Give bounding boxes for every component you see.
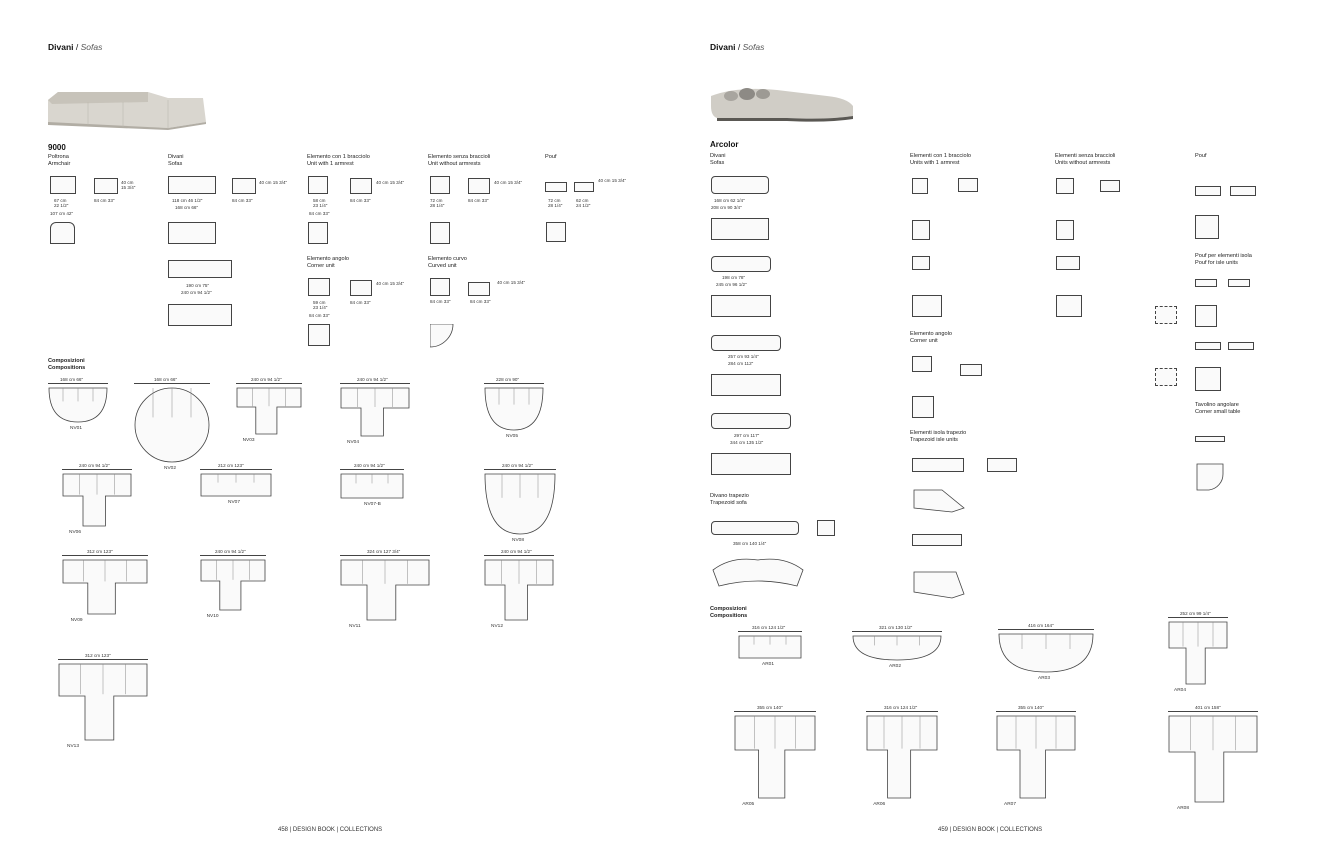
pouf-plan-icon bbox=[1195, 215, 1219, 239]
compositions-heading: Composizioni Compositions bbox=[48, 358, 86, 371]
dimension-line bbox=[62, 555, 148, 556]
dimension-line bbox=[340, 555, 430, 556]
sofa-front-icon bbox=[711, 413, 791, 429]
composition-code: NV12 bbox=[491, 624, 503, 629]
dim-width: 67 cm 22 1/2" bbox=[54, 198, 69, 209]
col-sofas: Divani Sofas bbox=[710, 153, 726, 166]
right-page-header: Divani / Sofas bbox=[710, 42, 765, 52]
pouf-isle-side-icon bbox=[1228, 342, 1254, 350]
dim-depth: 84 cm 33" bbox=[94, 198, 115, 203]
composition-width: 252 cm 99 1/4" bbox=[1180, 611, 1211, 616]
table-plan-icon bbox=[1195, 462, 1225, 492]
table-front-icon bbox=[1195, 436, 1225, 442]
col-pouf-isle: Pouf per elementi isola Pouf for isle units bbox=[1195, 253, 1252, 266]
composition-width: 401 cm 158" bbox=[1195, 705, 1221, 710]
composition-code: NV10 bbox=[206, 614, 219, 619]
dim-width: 198 cm 78" bbox=[722, 275, 746, 280]
composition-code: AR05 bbox=[742, 802, 755, 807]
dimension-line bbox=[1168, 711, 1258, 712]
dimension-line bbox=[200, 555, 266, 556]
sofa-plan-icon bbox=[711, 453, 791, 475]
composition-width: 240 cm 94 1/2" bbox=[215, 549, 246, 554]
pouf-side-icon bbox=[574, 182, 594, 192]
composition-width: 168 cm 66" bbox=[154, 377, 178, 382]
composition-width: 316 cm 124 1/2" bbox=[752, 625, 786, 630]
pouf-isle-front-icon bbox=[1195, 342, 1221, 350]
composition-width: 240 cm 94 1/2" bbox=[251, 377, 282, 382]
pouf-plan-icon bbox=[546, 222, 566, 242]
header-italic: Sofas bbox=[80, 42, 103, 52]
composition-code: NV03 bbox=[242, 438, 255, 443]
composition-plan-icon bbox=[484, 387, 544, 431]
composition-width: 212 cm 123" bbox=[218, 463, 244, 468]
composition-plan-icon bbox=[734, 715, 816, 799]
composition-plan-icon bbox=[866, 715, 938, 799]
composition-plan-icon bbox=[738, 635, 802, 659]
composition-width: 355 cm 140" bbox=[757, 705, 783, 710]
composition-width: 316 cm 124 1/2" bbox=[884, 705, 918, 710]
dimension-line bbox=[48, 383, 108, 384]
unit-noarm-plan-icon bbox=[1056, 295, 1082, 317]
composition-width: 312 cm 123" bbox=[85, 653, 111, 658]
dimension-line bbox=[998, 629, 1094, 630]
dimension-line bbox=[236, 383, 302, 384]
unit-side-icon bbox=[350, 178, 372, 194]
col-pouf: Pouf bbox=[1195, 153, 1207, 159]
corner-side-icon bbox=[960, 364, 982, 376]
composition-width: 240 cm 94 1/2" bbox=[79, 463, 110, 468]
dim-width: 72 cm 28 1/4" bbox=[548, 198, 563, 209]
dimension-line bbox=[738, 631, 802, 632]
composition-code: AR04 bbox=[1174, 688, 1186, 693]
col-unit-1-arm: Elemento con 1 bracciolo Unit with 1 armrest bbox=[307, 154, 370, 167]
pouf-front-icon bbox=[545, 182, 567, 192]
composition-code: NV07 bbox=[228, 500, 240, 505]
isle-side-icon bbox=[987, 458, 1017, 472]
dimension-line bbox=[340, 469, 404, 470]
corner-plan-icon bbox=[912, 396, 934, 418]
compositions-heading: Composizioni Compositions bbox=[710, 606, 748, 619]
sofa-large-front-icon bbox=[168, 260, 232, 278]
dimension-line bbox=[484, 555, 554, 556]
sofa-plan-icon bbox=[168, 222, 216, 244]
pouf-side-icon bbox=[1230, 186, 1256, 196]
dim-height: 40 cm 15 3/4" bbox=[494, 180, 523, 185]
isle-plan-icon bbox=[912, 570, 966, 600]
composition-code: AR01 bbox=[762, 662, 774, 667]
composition-code: AR08 bbox=[1177, 806, 1189, 811]
composition-code: AR07 bbox=[1004, 802, 1016, 807]
unit-side-icon bbox=[958, 178, 978, 192]
unit-noarm-front-icon bbox=[1056, 178, 1074, 194]
dimension-line bbox=[58, 659, 148, 660]
unit-noarm-front-icon bbox=[430, 176, 450, 194]
col-sofas: Divani Sofas bbox=[168, 154, 184, 167]
dim-height: 40 cm 15 3/4" bbox=[259, 180, 288, 185]
trapezoid-sofa-plan-icon bbox=[711, 556, 805, 590]
col-armchair: Poltrona Armchair bbox=[48, 154, 71, 167]
dim-width: 297 cm 117" bbox=[734, 433, 760, 438]
unit-plan-icon bbox=[912, 295, 942, 317]
composition-code: NV05 bbox=[506, 434, 518, 439]
dim-width: 284 cm 112" bbox=[728, 361, 754, 366]
sofa-plan-icon bbox=[711, 218, 769, 240]
col-units-no-arm: Elementi senza braccioli Units without armrests bbox=[1055, 153, 1116, 166]
isle-unit-dashed-icon bbox=[1155, 306, 1177, 324]
dimension-line bbox=[734, 711, 816, 712]
dim-height: 40 cm 15 3/4" bbox=[598, 178, 627, 183]
dim-depth: 84 cm 33" bbox=[309, 313, 330, 318]
corner-plan-icon bbox=[308, 324, 330, 346]
col-trapezoid-isle: Elementi isola trapezio Trapezoid isle units bbox=[910, 430, 967, 443]
header-bold: Divani bbox=[48, 42, 74, 52]
sofa-front-icon bbox=[168, 176, 216, 194]
sofa-plan-icon bbox=[711, 295, 771, 317]
composition-code: NV06 bbox=[69, 530, 81, 535]
product-name: Arcolor bbox=[710, 140, 739, 149]
composition-code: NV04 bbox=[347, 440, 359, 445]
composition-plan-icon bbox=[996, 715, 1076, 799]
col-pouf: Pouf bbox=[545, 154, 557, 160]
sofa-front-icon bbox=[711, 256, 771, 272]
composition-plan-icon bbox=[62, 559, 148, 615]
dim-width: 118 cm 46 1/2" bbox=[172, 198, 203, 203]
dimension-line bbox=[62, 469, 132, 470]
unit-noarm-side-icon bbox=[1100, 180, 1120, 192]
dim-width: 58 cm 23 1/4" bbox=[313, 198, 328, 209]
composition-code: NV07-B bbox=[364, 502, 381, 507]
dim-height: 40 cm 15 3/4" bbox=[376, 281, 405, 286]
curved-plan-icon bbox=[430, 324, 454, 348]
trapezoid-sofa-front-icon bbox=[711, 521, 799, 535]
dim-depth: 84 cm 33" bbox=[309, 211, 330, 216]
dimension-line bbox=[996, 711, 1076, 712]
unit-noarm-plan-icon bbox=[1056, 220, 1074, 240]
page-footer: 459 | DESIGN BOOK | COLLECTIONS bbox=[938, 827, 1043, 833]
dimension-line bbox=[484, 469, 556, 470]
dimension-line bbox=[1168, 617, 1228, 618]
pouf-front-icon bbox=[1195, 186, 1221, 196]
composition-plan-icon bbox=[484, 473, 556, 535]
composition-width: 168 cm 66" bbox=[60, 377, 84, 382]
sofa-front-icon bbox=[711, 335, 781, 351]
dim-depth: 62 cm 24 1/2" bbox=[576, 198, 591, 209]
sofa-plan-icon bbox=[711, 374, 781, 396]
composition-plan-icon bbox=[134, 387, 210, 463]
curved-side-icon bbox=[468, 282, 490, 296]
header-italic: Sofas bbox=[742, 42, 765, 52]
dim-width: 257 cm 93 1/4" bbox=[728, 354, 759, 359]
composition-plan-icon bbox=[340, 559, 430, 621]
composition-width: 240 cm 94 1/2" bbox=[357, 377, 388, 382]
col-trapezoid-sofa: Divano trapezio Trapezoid sofa bbox=[710, 493, 749, 506]
composition-plan-icon bbox=[340, 387, 410, 437]
page-footer: 458 | DESIGN BOOK | COLLECTIONS bbox=[278, 827, 383, 833]
composition-width: 355 cm 140" bbox=[1018, 705, 1044, 710]
dim-width: 72 cm 28 1/4" bbox=[430, 198, 445, 209]
composition-width: 240 cm 94 1/2" bbox=[501, 549, 532, 554]
dim-height: 40 cm 15 3/4" bbox=[376, 180, 405, 185]
isle-front-icon bbox=[912, 458, 964, 472]
unit-noarm-front-icon bbox=[1056, 256, 1080, 270]
unit-plan-icon bbox=[912, 220, 930, 240]
composition-code: AR06 bbox=[873, 802, 886, 807]
dim-width: 245 cm 96 1/2" bbox=[716, 282, 747, 287]
composition-width: 416 cm 164" bbox=[1028, 623, 1054, 628]
unit-front-icon bbox=[308, 176, 328, 194]
composition-plan-icon bbox=[236, 387, 302, 435]
dim-depth: 84 cm 33" bbox=[350, 198, 371, 203]
isle-front-icon bbox=[912, 534, 962, 546]
composition-code: NV13 bbox=[67, 744, 79, 749]
composition-code: AR02 bbox=[889, 664, 901, 669]
composition-plan-icon bbox=[200, 473, 272, 497]
composition-code: AR03 bbox=[1038, 676, 1050, 681]
composition-width: 312 cm 123" bbox=[87, 549, 113, 554]
composition-code: NV09 bbox=[70, 618, 83, 623]
composition-width: 240 cm 94 1/2" bbox=[502, 463, 533, 468]
pouf-isle-side-icon bbox=[1228, 279, 1250, 287]
dimension-line bbox=[866, 711, 938, 712]
product-name: 9000 bbox=[48, 143, 66, 152]
corner-front-icon bbox=[912, 356, 932, 372]
col-corner-table: Tavolino angolare Corner small table bbox=[1195, 402, 1241, 415]
dim-width: 240 cm 94 1/2" bbox=[181, 290, 212, 295]
dim-width: 168 cm 62 1/4" bbox=[714, 198, 745, 203]
unit-front-icon bbox=[912, 178, 928, 194]
unit-plan-icon bbox=[308, 222, 328, 244]
composition-plan-icon bbox=[1168, 621, 1228, 685]
isle-unit-dashed-icon bbox=[1155, 368, 1177, 386]
dimension-line bbox=[852, 631, 942, 632]
composition-plan-icon bbox=[200, 559, 266, 611]
unit-noarm-plan-icon bbox=[430, 222, 450, 244]
corner-side-icon bbox=[350, 280, 372, 296]
sofa-side-icon bbox=[232, 178, 256, 194]
pouf-isle-plan-icon bbox=[1195, 367, 1221, 391]
unit-front-icon bbox=[912, 256, 930, 270]
composition-plan-icon bbox=[48, 387, 108, 423]
col-curved: Elemento curvo Curved unit bbox=[428, 256, 467, 269]
left-page-header: Divani / Sofas bbox=[48, 42, 103, 52]
sofa-large-plan-icon bbox=[168, 304, 232, 326]
header-bold: Divani bbox=[710, 42, 736, 52]
unit-noarm-side-icon bbox=[468, 178, 490, 194]
isle-plan-icon bbox=[912, 488, 966, 514]
composition-code: NV02 bbox=[164, 466, 176, 471]
armchair-plan-icon bbox=[50, 222, 75, 244]
sofa-side-icon bbox=[817, 520, 835, 536]
dim-height: 40 cm 15 3/4" bbox=[121, 180, 136, 191]
product-photo-arcolor bbox=[707, 76, 857, 128]
col-units-1-arm: Elementi con 1 bracciolo Units with 1 armrest bbox=[910, 153, 971, 166]
dim-width: 107 cm 42" bbox=[50, 211, 74, 216]
dim-depth: 84 cm 33" bbox=[430, 299, 451, 304]
product-photo-9000 bbox=[48, 82, 208, 132]
composition-plan-icon bbox=[1168, 715, 1258, 803]
composition-code: NV08 bbox=[512, 538, 524, 543]
col-corner: Elemento angolo Corner unit bbox=[910, 331, 952, 344]
composition-plan-icon bbox=[340, 473, 404, 499]
curved-front-icon bbox=[430, 278, 450, 296]
dim-width: 168 cm 66" bbox=[175, 205, 199, 210]
composition-code: NV01 bbox=[70, 426, 82, 431]
sofa-front-icon bbox=[711, 176, 769, 194]
dimension-line bbox=[340, 383, 410, 384]
dim-width: 208 cm 90 3/4" bbox=[711, 205, 742, 210]
corner-front-icon bbox=[308, 278, 330, 296]
dimension-line bbox=[200, 469, 272, 470]
col-corner: Elemento angolo Corner unit bbox=[307, 256, 349, 269]
composition-width: 324 cm 127 3/4" bbox=[367, 549, 401, 554]
col-unit-no-arm: Elemento senza braccioli Unit without armrests bbox=[428, 154, 491, 167]
dim-width: 344 cm 135 1/2" bbox=[730, 440, 764, 445]
dim-width: 358 cm 140 1/4" bbox=[733, 541, 767, 546]
composition-width: 240 cm 94 1/2" bbox=[354, 463, 385, 468]
pouf-isle-plan-icon bbox=[1195, 305, 1217, 327]
pouf-isle-front-icon bbox=[1195, 279, 1217, 287]
composition-code: NV11 bbox=[349, 624, 361, 629]
composition-plan-icon bbox=[58, 663, 148, 741]
dim-width: 59 cm 23 1/4" bbox=[313, 300, 328, 311]
dim-depth: 84 cm 33" bbox=[468, 198, 489, 203]
armchair-front-icon bbox=[50, 176, 76, 194]
composition-plan-icon bbox=[484, 559, 554, 621]
dim-depth: 84 cm 33" bbox=[350, 300, 371, 305]
composition-width: 228 cm 90" bbox=[496, 377, 520, 382]
composition-plan-icon bbox=[852, 635, 942, 661]
armchair-side-icon bbox=[94, 178, 118, 194]
composition-width: 321 cm 130 1/2" bbox=[879, 625, 913, 630]
composition-plan-icon bbox=[62, 473, 132, 527]
dim-depth: 84 cm 33" bbox=[470, 299, 491, 304]
dimension-line bbox=[134, 383, 210, 384]
dimension-line bbox=[484, 383, 544, 384]
dim-width: 190 cm 75" bbox=[186, 283, 210, 288]
dim-depth: 84 cm 33" bbox=[232, 198, 253, 203]
composition-plan-icon bbox=[998, 633, 1094, 673]
dim-height: 40 cm 15 3/4" bbox=[497, 280, 526, 285]
